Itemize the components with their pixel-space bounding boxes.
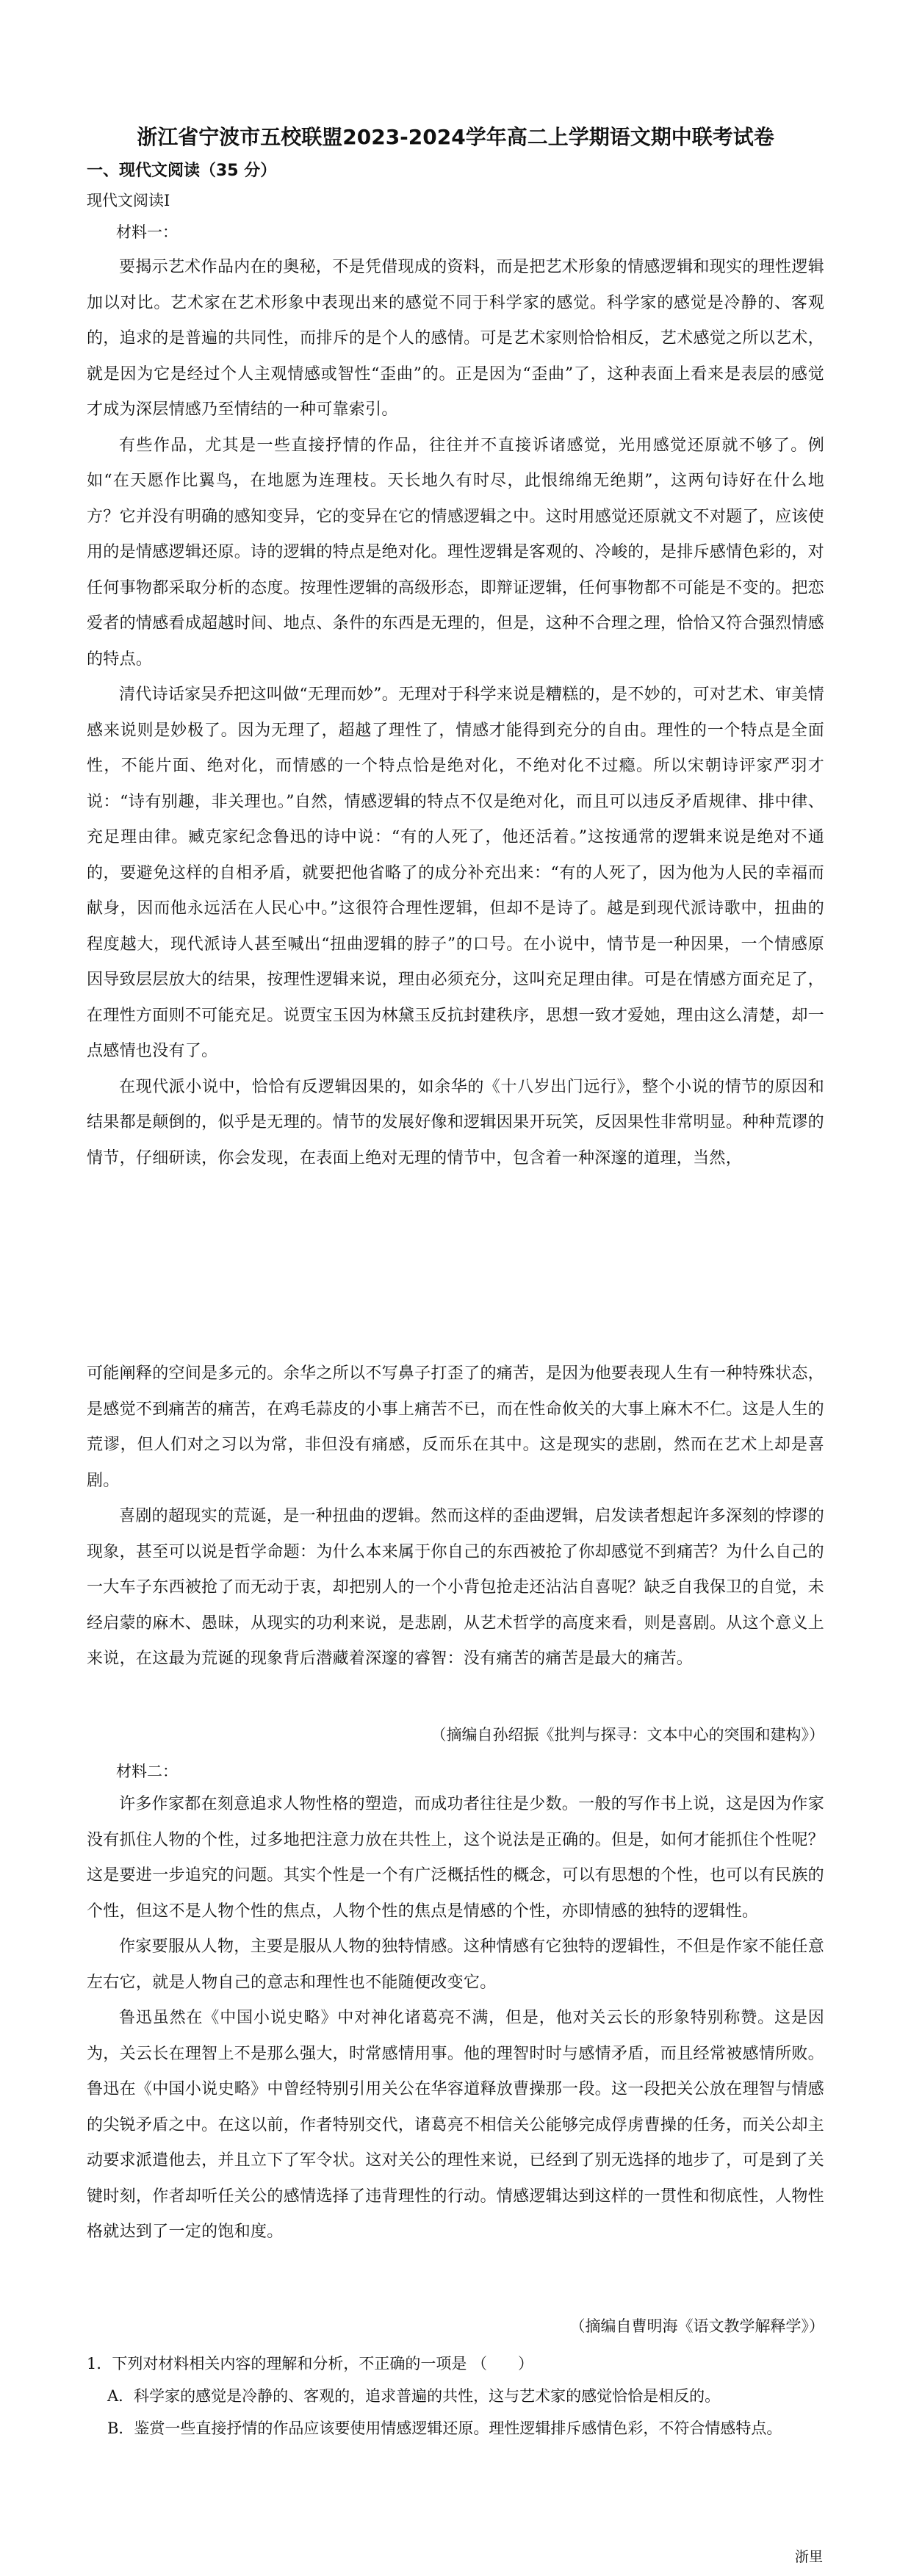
exam-title: 浙江省宁波市五校联盟2023-2024学年高二上学期语文期中联考试卷 [137, 125, 774, 149]
paragraph: 鲁迅虽然在《中国小说史略》中对神化诸葛亮不满，但是，他对关云长的形象特别称赞。这是因为，关云长在理智上不是那么强大，时常感情用事。他的理智时时与感情矛盾，而且经常被感情所败。鲁迅在《中国小说史略》中曾经特别引用关公在华容道释放曹操那一段。这一段把关公放在理智与情感的尖锐矛盾之中。在这以前，作者特别交代，诸葛亮不相信关公能够完成俘虏曹操的任务，而关公却主动要求派遣他去，并且立下了军令状。这对关公的理性来说，已经到了别无选择的地步了，可是到了关键时刻，作者却听任关公的感情选择了违背理性的行动。情感逻辑达到这样的一贯性和彻底性，人物性格就达到了一定的饱和度。 [87, 2009, 824, 2241]
option-a: A．科学家的感觉是冷静的、客观的，追求普遍的共性，这与艺术家的感觉恰恰是相反的。 [107, 2387, 721, 2405]
question-1 [87, 2347, 824, 2444]
page-footer: 浙里 [794, 2549, 823, 2565]
paragraph: 在现代派小说中，恰恰有反逻辑因果的，如余华的《十八岁出门远行》，整个小说的情节的原因和结果都是颠倒的，似乎是无理的。情节的发展好像和逻辑因果开玩笑，反因果性非常明显。种种荒谬的情节，仔细研读，你会发现，在表面上绝对无理的情节中，包含着一种深邃的道理，当然， [87, 1077, 824, 1168]
paragraph: 可能阐释的空间是多元的。余华之所以不写鼻子打歪了的痛苦，是因为他要表现人生有一种特殊状态，是感觉不到痛苦的痛苦，在鸡毛蒜皮的小事上痛苦不已，而在性命攸关的大事上麻木不仁。这是人生的荒谬，但人们对之习以为常，非但没有痛感，反而乐在其中。这是现实的悲剧，然而在艺术上却是喜剧。 [87, 1364, 824, 1490]
material1-part1 [87, 250, 824, 1176]
paragraph: 作家要服从人物，主要是服从人物的独特情感。这种情感有它独特的逻辑性，不但是作家不能任意左右它，就是人物自己的意志和理性也不能随便改变它。 [87, 1938, 824, 1992]
paragraph: 清代诗话家吴乔把这叫做“无理而妙”。无理对于科学来说是糟糕的，是不妙的，可对艺术、审美情感来说则是妙极了。因为无理了，超越了理性了，情感才能得到充分的自由。理性的一个特点是全面性，不能片面、绝对化，而情感的一个特点恰是绝对化，不绝对化不过瘾。所以宋朝诗评家严羽才说：“诗有别趣，非关理也。”自然，情感逻辑的特点不仅是绝对化，而且可以违反矛盾规律、排中律、充足理由律。臧克家纪念鲁迅的诗中说：“有的人死了，他还活着。”这按通常的逻辑来说是绝对不通的，要避免这样的自相矛盾，就要把他省略了的成分补充出来：“有的人死了，因为他为人民的幸福而献身，因而他永远活在人民心中。”这很符合理性逻辑，但却不是诗了。越是到现代派诗歌中，扭曲的程度越大，现代派诗人甚至喊出“扭曲逻辑的脖子”的口号。在小说中，情节是一种因果，一个情感原因导致层层放大的结果，按理性逻辑来说，理由必须充分，这叫充足理由律。可是在情感方面充足了，在理性方面则不可能充足。说贾宝玉因为林黛玉反抗封建秩序，思想一致才爱她，理由这么清楚，却一点感情也没有了。 [87, 686, 824, 1060]
paragraph: 喜剧的超现实的荒诞，是一种扭曲的逻辑。然而这样的歪曲逻辑，启发读者想起许多深刻的悖谬的现象，甚至可以说是哲学命题：为什么本来属于你自己的东西被抢了你却感觉不到痛苦？为什么自己的一大车子东西被抢了而无动于衷，却把别人的一个小背包抢走还沾沾自喜呢？缺乏自我保卫的自觉，未经启蒙的麻木、愚昧，从现实的功利来说，是悲剧，从艺术哲学的高度来看，则是喜剧。从这个意义上来说，在这最为荒诞的现象背后潜藏着深邃的睿智：没有痛苦的痛苦是最大的痛苦。 [87, 1507, 824, 1668]
paragraph: 要揭示艺术作品内在的奥秘，不是凭借现成的资料，而是把艺术形象的情感逻辑和现实的理性逻辑加以对比。艺术家在艺术形象中表现出来的感觉不同于科学家的感觉。科学家的感觉是冷静的、客观的，追求的是普遍的共同性，而排斥的是个人的感情。可是艺术家则恰恰相反，艺术感觉之所以艺术，就是因为它是经过个人主观情感或智性“歪曲”的。正是因为“歪曲”了，这种表面上看来是表层的感觉才成为深层情感乃至情结的一种可靠索引。 [87, 258, 824, 419]
material2-body [87, 1787, 824, 2251]
question-stem: 1．下列对材料相关内容的理解和分析，不正确的一项是 （ ） [87, 2355, 534, 2372]
paragraph: 许多作家都在刻意追求人物性格的塑造，而成功者往往是少数。一般的写作书上说，这是因为作家没有抓住人物的个性，过多地把注意力放在共性上，这个说法是正确的。但是，如何才能抓住个性呢？这是要进一步追究的问题。其实个性是一个有广泛概括性的概念，可以有思想的个性，也可以有民族的个性，但这不是人物个性的焦点，人物个性的焦点是情感的个性，亦即情感的独特的逻辑性。 [87, 1795, 824, 1921]
material1-source: （摘编自孙绍振《批判与探寻：文本中心的突围和建构》） [431, 1726, 824, 1744]
material1-label: 材料一： [116, 223, 178, 241]
material2-label: 材料二： [116, 1763, 178, 1780]
paragraph: 有些作品，尤其是一些直接抒情的作品，往往并不直接诉诸感觉，光用感觉还原就不够了。例如“在天愿作比翼鸟，在地愿为连理枝。天长地久有时尽，此恨绵绵无绝期”，这两句诗好在什么地方？它并没有明确的感知变异，它的变异在它的情感逻辑之中。这时用感觉还原就文不对题了，应该使用的是情感逻辑还原。诗的逻辑的特点是绝对化。理性逻辑是客观的、冷峻的，是排斥感情色彩的，对任何事物都采取分析的态度。按理性逻辑的高级形态，即辩证逻辑，任何事物都不可能是不变的。把恋爱者的情感看成超越时间、地点、条件的东西是无理的，但是，这种不合理之理，恰恰又符合强烈情感的特点。 [87, 436, 824, 669]
section-heading: 一、现代文阅读（35 分） [87, 162, 277, 180]
material1-part2 [87, 1356, 824, 1677]
subsection-heading: 现代文阅读Ⅰ [87, 192, 170, 209]
option-b: B．鉴赏一些直接抒情的作品应该要使用情感逻辑还原。理性逻辑排斥感情色彩，不符合情感特点。 [107, 2420, 782, 2437]
material2-source: （摘编自曹明海《语文教学解释学》） [569, 2317, 824, 2335]
